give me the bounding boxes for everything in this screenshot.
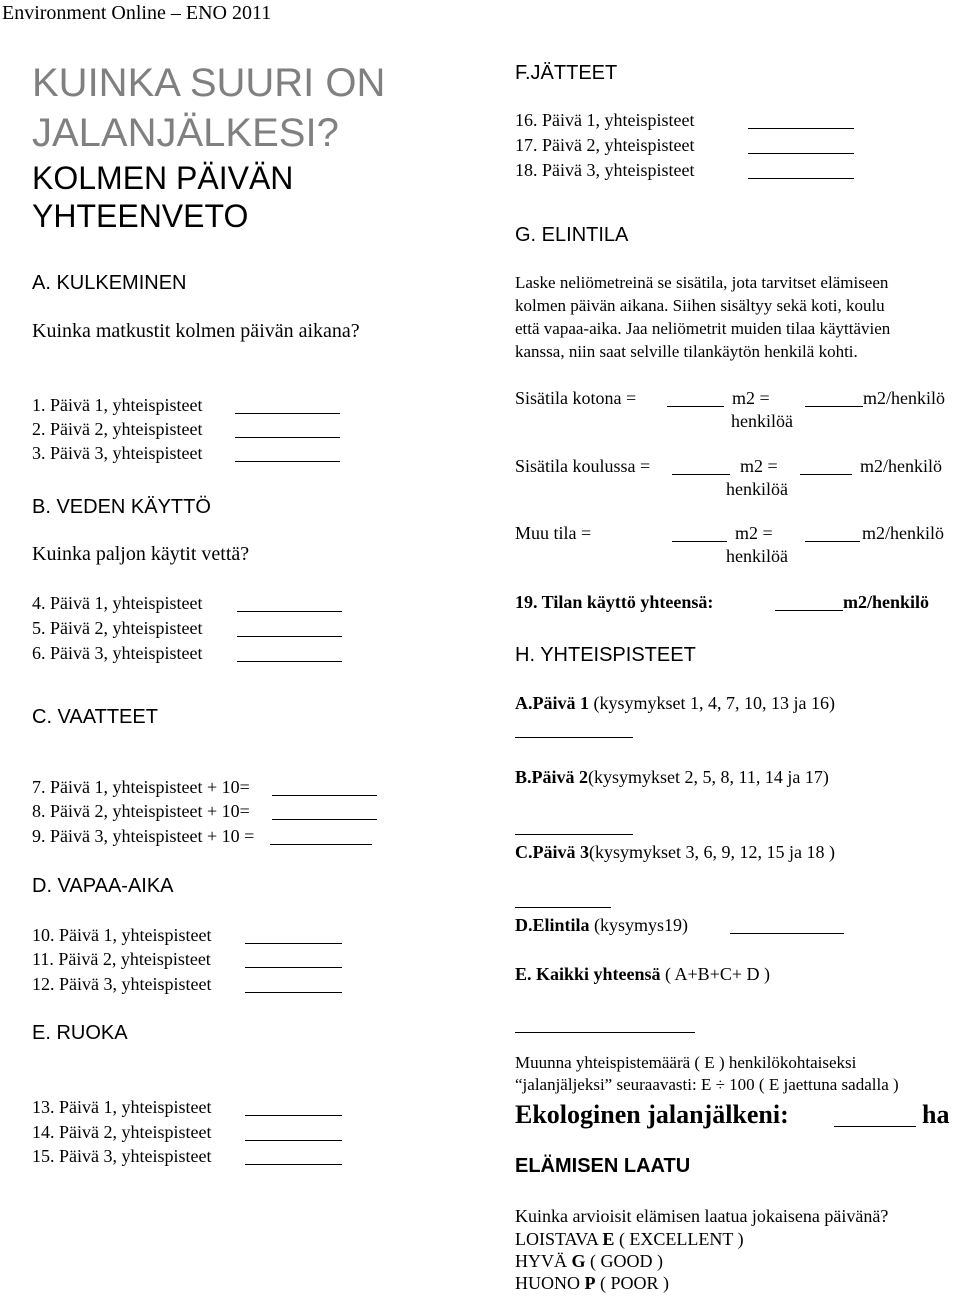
eco-footprint-label: Ekologinen jalanjälkeni: bbox=[515, 1100, 789, 1129]
section-b-question: Kuinka paljon käytit vettä? bbox=[32, 543, 250, 565]
space-school-label: Sisätila koulussa = bbox=[515, 456, 651, 476]
line-label: 2. Päivä 2, yhteispisteet bbox=[32, 419, 203, 439]
answer-blank-12[interactable] bbox=[245, 991, 342, 993]
quality-option-good: HYVÄ G ( GOOD ) bbox=[515, 1251, 663, 1271]
document-header: Environment Online – ENO 2011 bbox=[2, 2, 272, 24]
line-label: 15. Päivä 3, yhteispisteet bbox=[32, 1146, 212, 1166]
line-label: 16. Päivä 1, yhteispisteet bbox=[515, 110, 695, 130]
section-b-heading: B. VEDEN KÄYTTÖ bbox=[32, 496, 211, 518]
section-e-heading: E. RUOKA bbox=[32, 1022, 128, 1044]
points-day-3-label: C.Päivä 3 bbox=[515, 842, 589, 862]
section-g-paragraph-2: kolmen päivän aikana. Siihen sisältyy sekä koti, koulu bbox=[515, 296, 885, 315]
points-living-space-blank[interactable] bbox=[730, 932, 844, 934]
answer-blank-14[interactable] bbox=[245, 1139, 342, 1141]
space-school-m2-blank[interactable] bbox=[672, 473, 730, 475]
section-f-heading: F.JÄTTEET bbox=[515, 62, 618, 84]
quality-option-poor: HUONO P ( POOR ) bbox=[515, 1273, 670, 1293]
quality-option-excellent: LOISTAVA E ( EXCELLENT ) bbox=[515, 1229, 744, 1249]
line-label: 12. Päivä 3, yhteispisteet bbox=[32, 974, 212, 994]
subtitle-line-2: YHTEENVETO bbox=[32, 198, 249, 234]
space-total-blank[interactable] bbox=[775, 609, 843, 611]
section-c-heading: C. VAATTEET bbox=[32, 706, 158, 728]
points-day-1-questions: (kysymykset 1, 4, 7, 10, 13 ja 16) bbox=[589, 693, 835, 713]
quality-question: Kuinka arvioisit elämisen laatua jokaisena päivänä? bbox=[515, 1206, 889, 1226]
section-a-question: Kuinka matkustit kolmen päivän aikana? bbox=[32, 320, 360, 342]
answer-blank-2[interactable] bbox=[235, 436, 340, 438]
answer-blank-15[interactable] bbox=[245, 1163, 342, 1165]
space-other-label: Muu tila = bbox=[515, 523, 592, 543]
points-living-space bbox=[515, 915, 688, 936]
space-home-persons: henkilöä bbox=[731, 411, 793, 431]
points-day-3 bbox=[515, 842, 835, 863]
answer-blank-8[interactable] bbox=[272, 818, 377, 820]
line-label: 3. Päivä 3, yhteispisteet bbox=[32, 443, 203, 463]
line-label: 5. Päivä 2, yhteispisteet bbox=[32, 618, 203, 638]
title-line-2: JALANJÄLKESI? bbox=[32, 111, 339, 155]
section-a-line-1 bbox=[32, 395, 202, 416]
conversion-line-1: Muunna yhteispistemäärä ( E ) henkilökohtaiseksi bbox=[515, 1053, 857, 1072]
points-day-2-label: B.Päivä 2 bbox=[515, 767, 589, 787]
answer-blank-11[interactable] bbox=[245, 966, 342, 968]
section-g-heading: G. ELINTILA bbox=[515, 224, 629, 246]
answer-blank-16[interactable] bbox=[748, 127, 854, 129]
section-g-paragraph-4: kanssa, niin saat selville tilankäytön henkilä kohti. bbox=[515, 342, 858, 361]
quality-heading: ELÄMISEN LAATU bbox=[515, 1155, 691, 1177]
line-label: 18. Päivä 3, yhteispisteet bbox=[515, 160, 695, 180]
line-label: 6. Päivä 3, yhteispisteet bbox=[32, 643, 203, 663]
space-home-result-blank[interactable] bbox=[805, 405, 863, 407]
answer-blank-9[interactable] bbox=[270, 843, 372, 845]
title-line-1: KUINKA SUURI ON bbox=[32, 61, 386, 105]
section-d-heading: D. VAPAA-AIKA bbox=[32, 875, 174, 897]
line-label: 17. Päivä 2, yhteispisteet bbox=[515, 135, 695, 155]
line-label: 1. Päivä 1, yhteispisteet bbox=[32, 395, 203, 415]
points-total-formula: ( A+B+C+ D ) bbox=[660, 964, 770, 984]
answer-blank-3[interactable] bbox=[235, 460, 340, 462]
points-total bbox=[515, 964, 770, 985]
section-a-heading: A. KULKEMINEN bbox=[32, 272, 187, 294]
space-other-result-blank[interactable] bbox=[805, 540, 860, 542]
points-total-blank[interactable] bbox=[515, 1031, 695, 1033]
space-school-m2: m2 = bbox=[740, 456, 778, 476]
section-g-paragraph-1: Laske neliömetreinä se sisätila, jota tarvitset elämiseen bbox=[515, 273, 889, 292]
points-day-2-blank[interactable] bbox=[515, 833, 633, 835]
answer-blank-13[interactable] bbox=[245, 1114, 342, 1116]
space-other-m2: m2 = bbox=[735, 523, 773, 543]
line-label: 10. Päivä 1, yhteispisteet bbox=[32, 925, 212, 945]
points-day-1-label: A.Päivä 1 bbox=[515, 693, 589, 713]
answer-blank-18[interactable] bbox=[748, 177, 854, 179]
points-day-1-blank[interactable] bbox=[515, 736, 633, 738]
space-home-unit: m2/henkilö bbox=[863, 388, 945, 408]
line-label: 4. Päivä 1, yhteispisteet bbox=[32, 593, 203, 613]
points-total-label: E. Kaikki yhteensä bbox=[515, 964, 661, 984]
space-school-unit: m2/henkilö bbox=[860, 456, 942, 476]
line-label: 13. Päivä 1, yhteispisteet bbox=[32, 1097, 212, 1117]
space-home-m2-blank[interactable] bbox=[667, 405, 724, 407]
space-home-m2: m2 = bbox=[732, 388, 770, 408]
conversion-line-2: “jalanjäljeksi” seuraavasti: E ÷ 100 ( E jaettuna sadalla ) bbox=[515, 1075, 899, 1094]
answer-blank-4[interactable] bbox=[237, 610, 342, 612]
eco-footprint-unit: ha bbox=[922, 1100, 950, 1129]
points-living-space-label: D.Elintila bbox=[515, 915, 590, 935]
points-day-2-questions: (kysymykset 2, 5, 8, 11, 14 ja 17) bbox=[588, 767, 829, 787]
line-label: 11. Päivä 2, yhteispisteet bbox=[32, 949, 211, 969]
section-h-heading: H. YHTEISPISTEET bbox=[515, 644, 696, 666]
space-other-persons: henkilöä bbox=[726, 546, 788, 566]
line-label: 9. Päivä 3, yhteispisteet + 10 = bbox=[32, 826, 255, 846]
space-total-label: 19. Tilan käyttö yhteensä: bbox=[515, 592, 714, 612]
answer-blank-1[interactable] bbox=[235, 412, 340, 414]
line-label: 14. Päivä 2, yhteispisteet bbox=[32, 1122, 212, 1142]
points-day-1 bbox=[515, 693, 835, 714]
points-day-3-questions: (kysymykset 3, 6, 9, 12, 15 ja 18 ) bbox=[589, 842, 835, 862]
answer-blank-10[interactable] bbox=[245, 942, 342, 944]
section-a-line-3 bbox=[32, 443, 202, 464]
points-living-space-question: (kysymys19) bbox=[589, 915, 689, 935]
line-label: 7. Päivä 1, yhteispisteet + 10= bbox=[32, 777, 250, 797]
space-other-unit: m2/henkilö bbox=[862, 523, 944, 543]
points-day-2 bbox=[515, 767, 829, 788]
points-day-3-blank[interactable] bbox=[515, 906, 611, 908]
answer-blank-7[interactable] bbox=[272, 794, 377, 796]
section-a-line-2 bbox=[32, 419, 202, 440]
answer-blank-6[interactable] bbox=[237, 660, 342, 662]
space-school-result-blank[interactable] bbox=[800, 473, 852, 475]
space-school-persons: henkilöä bbox=[726, 479, 788, 499]
space-home-label: Sisätila kotona = bbox=[515, 388, 637, 408]
space-other-m2-blank[interactable] bbox=[672, 540, 727, 542]
line-label: 8. Päivä 2, yhteispisteet + 10= bbox=[32, 801, 250, 821]
space-total-unit: m2/henkilö bbox=[843, 592, 930, 612]
section-g-paragraph-3: että vapaa-aika. Jaa neliömetrit muiden tilaa käyttävien bbox=[515, 319, 891, 338]
eco-footprint-blank[interactable] bbox=[834, 1125, 916, 1127]
answer-blank-5[interactable] bbox=[237, 635, 342, 637]
subtitle-line-1: KOLMEN PÄIVÄN bbox=[32, 160, 294, 196]
answer-blank-17[interactable] bbox=[748, 152, 854, 154]
